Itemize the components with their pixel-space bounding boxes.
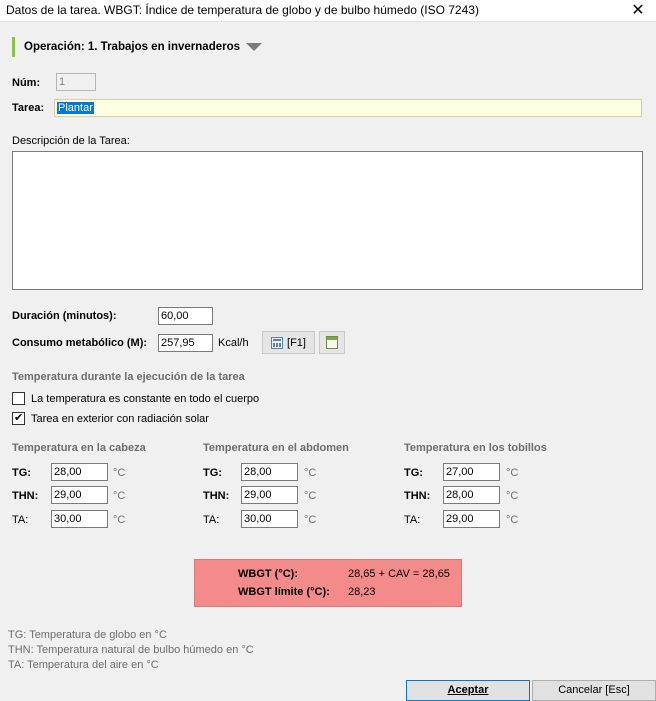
tarea-label: Tarea: bbox=[12, 102, 45, 114]
zone-abdomen-ta-field[interactable]: 30,00 bbox=[241, 510, 298, 528]
tarea-field[interactable] bbox=[54, 99, 642, 117]
num-label: Núm: bbox=[12, 77, 41, 89]
zone-abdomen-title: Temperatura en el abdomen bbox=[203, 442, 349, 454]
zone-cabeza-tg-field[interactable]: 28,00 bbox=[51, 463, 108, 481]
table-icon bbox=[326, 336, 338, 349]
calculator-button-label: [F1] bbox=[287, 336, 306, 349]
zone-abdomen-ta-unit: °C bbox=[304, 514, 317, 526]
zone-tobillos-thn-unit: °C bbox=[506, 490, 519, 502]
num-field: 1 bbox=[56, 73, 96, 91]
zone-cabeza-ta-unit: °C bbox=[113, 514, 126, 526]
window-titlebar bbox=[0, 0, 656, 22]
zone-abdomen-ta-label: TA: bbox=[203, 514, 220, 526]
wbgt-value: 28,65 + CAV = 28,65 bbox=[348, 568, 450, 580]
wbgt-label: WBGT (°C): bbox=[238, 568, 298, 580]
zone-tobillos-tg-label: TG: bbox=[404, 467, 423, 479]
exterior-radiation-checkbox[interactable] bbox=[12, 412, 25, 425]
zone-abdomen-thn-field[interactable]: 29,00 bbox=[241, 486, 298, 504]
calculator-icon bbox=[271, 337, 283, 349]
zone-tobillos-ta-label: TA: bbox=[404, 514, 421, 526]
zone-abdomen-tg-label: TG: bbox=[203, 467, 222, 479]
wbgt-result-panel bbox=[194, 559, 462, 607]
consumo-label: Consumo metabólico (M): bbox=[12, 337, 148, 349]
zone-tobillos-tg-field[interactable]: 27,00 bbox=[443, 463, 500, 481]
operation-label: Operación: 1. Trabajos en invernaderos bbox=[24, 41, 241, 53]
zone-tobillos-thn-label: THN: bbox=[404, 490, 431, 502]
temperatura-section-title: Temperatura durante la ejecución de la tarea bbox=[12, 371, 245, 383]
constant-temperature-label: La temperatura es constante en todo el cuerpo bbox=[31, 393, 260, 405]
wbgt-limit-value: 28,23 bbox=[348, 586, 376, 598]
exterior-radiation-label: Tarea en exterior con radiación solar bbox=[31, 413, 209, 425]
zone-abdomen-thn-label: THN: bbox=[203, 490, 230, 502]
zone-cabeza-title: Temperatura en la cabeza bbox=[12, 442, 146, 454]
descripcion-label: Descripción de la Tarea: bbox=[12, 135, 130, 147]
zone-cabeza-thn-unit: °C bbox=[113, 490, 126, 502]
consumo-field[interactable]: 257,95 bbox=[158, 334, 213, 352]
window-title: Datos de la tarea. WBGT: Índice de temperatura de globo y de bulbo húmedo (ISO 7243) bbox=[6, 3, 479, 17]
table-button[interactable] bbox=[319, 331, 345, 354]
zone-cabeza-tg-unit: °C bbox=[113, 467, 126, 479]
zone-tobillos-thn-field[interactable]: 28,00 bbox=[443, 486, 500, 504]
constant-temperature-checkbox[interactable] bbox=[12, 392, 25, 405]
dialog-footer bbox=[0, 680, 656, 701]
zone-cabeza-ta-field[interactable]: 30,00 bbox=[51, 510, 108, 528]
zone-cabeza-tg-label: TG: bbox=[12, 467, 31, 479]
legend-thn: THN: Temperatura natural de bulbo húmedo en °C bbox=[8, 644, 254, 656]
calculator-button[interactable] bbox=[262, 331, 315, 354]
legend-ta: TA: Temperatura del aire en °C bbox=[8, 659, 159, 671]
cancel-button[interactable]: Cancelar [Esc] bbox=[532, 680, 656, 701]
accept-button[interactable] bbox=[406, 680, 530, 701]
descripcion-textarea[interactable] bbox=[12, 151, 643, 290]
close-icon[interactable]: ✕ bbox=[631, 2, 645, 19]
zone-abdomen-tg-field[interactable]: 28,00 bbox=[241, 463, 298, 481]
zone-tobillos-tg-unit: °C bbox=[506, 467, 519, 479]
wbgt-limit-label: WBGT límite (°C): bbox=[238, 586, 330, 598]
accept-button-label: Aceptar bbox=[447, 684, 489, 696]
zone-cabeza-thn-field[interactable]: 29,00 bbox=[51, 486, 108, 504]
tarea-selected-text: Plantar bbox=[58, 102, 93, 114]
duracion-field[interactable]: 60,00 bbox=[158, 307, 213, 325]
zone-abdomen-thn-unit: °C bbox=[304, 490, 317, 502]
legend-tg: TG: Temperatura de globo en °C bbox=[8, 629, 167, 641]
zone-abdomen-tg-unit: °C bbox=[304, 467, 317, 479]
zone-tobillos-ta-field[interactable]: 29,00 bbox=[443, 510, 500, 528]
zone-cabeza-ta-label: TA: bbox=[12, 514, 29, 526]
zone-tobillos-title: Temperatura en los tobillos bbox=[404, 442, 547, 454]
zone-tobillos-ta-unit: °C bbox=[506, 514, 519, 526]
consumo-unit: Kcal/h bbox=[218, 337, 249, 349]
zone-cabeza-thn-label: THN: bbox=[12, 490, 39, 502]
duracion-label: Duración (minutos): bbox=[12, 310, 117, 322]
chevron-down-icon[interactable] bbox=[246, 43, 262, 51]
operation-selector[interactable] bbox=[12, 37, 292, 57]
